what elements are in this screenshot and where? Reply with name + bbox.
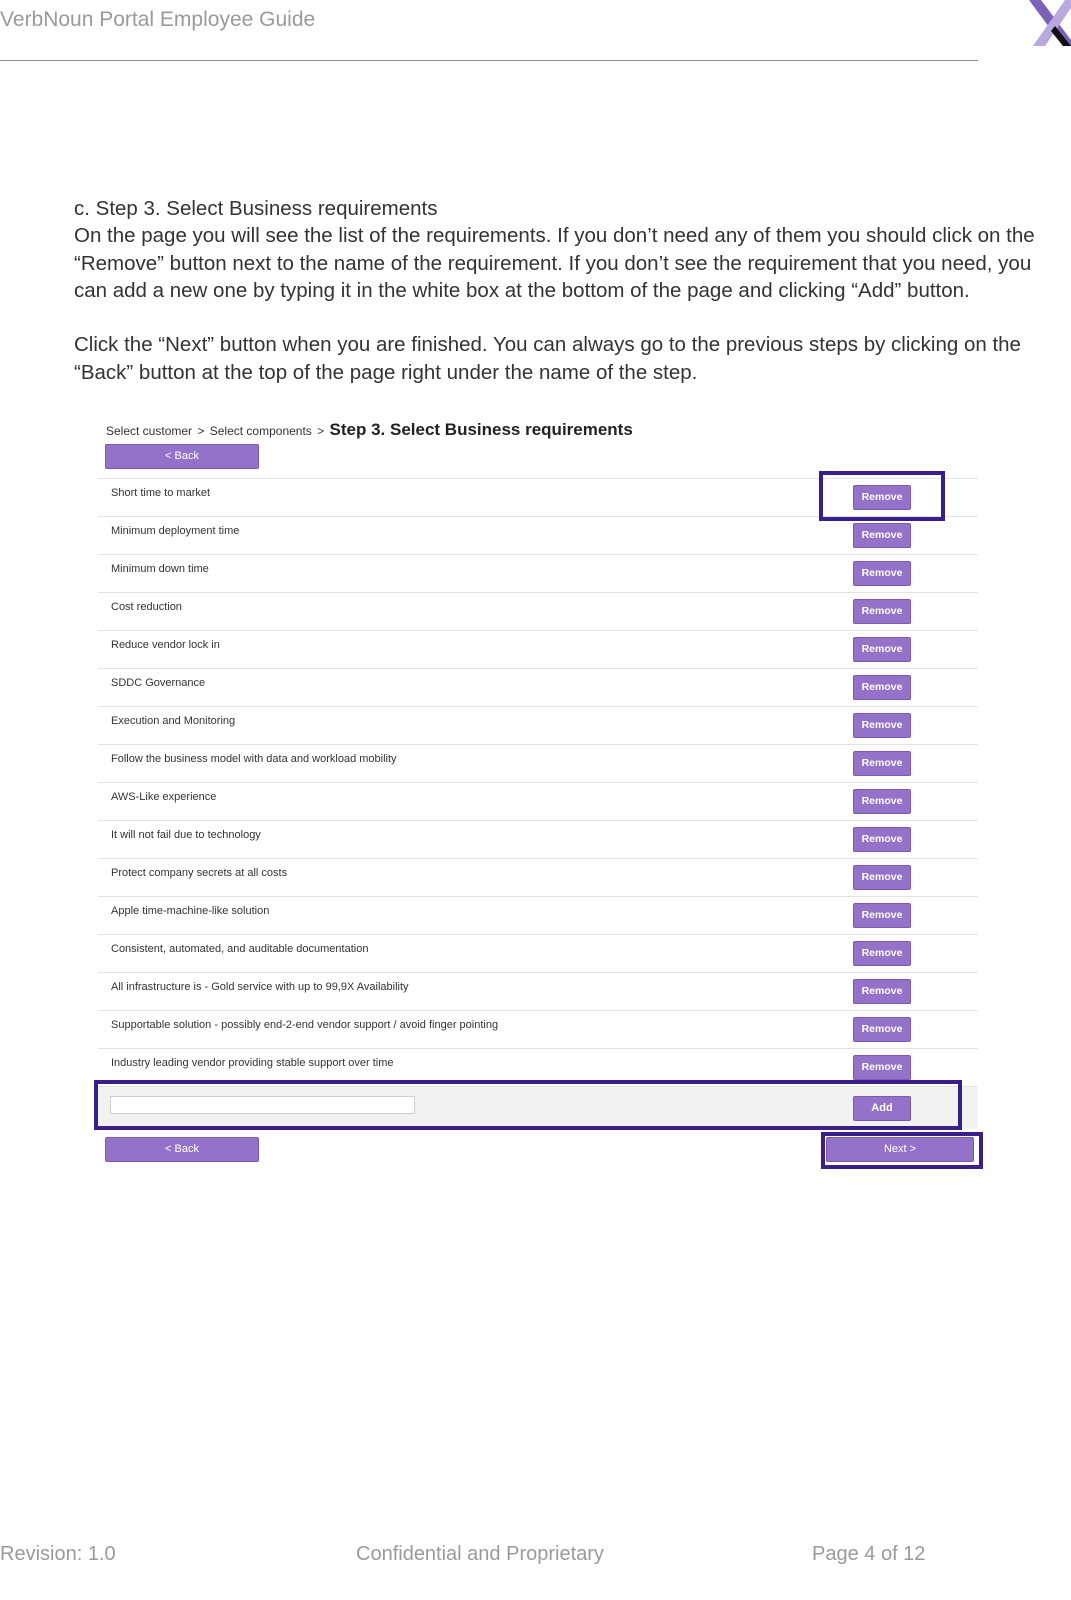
- requirement-label: Industry leading vendor providing stable support over time: [111, 1057, 394, 1069]
- remove-button[interactable]: Remove: [853, 675, 911, 700]
- remove-button[interactable]: Remove: [853, 1055, 911, 1080]
- requirement-label: Protect company secrets at all costs: [111, 867, 288, 879]
- requirement-label: It will not fail due to technology: [111, 829, 261, 841]
- list-item: [98, 744, 978, 782]
- remove-button[interactable]: Remove: [853, 561, 911, 586]
- breadcrumb: [106, 420, 633, 440]
- remove-button[interactable]: Remove: [853, 713, 911, 738]
- requirement-label: Minimum deployment time: [111, 525, 240, 537]
- remove-button[interactable]: Remove: [853, 485, 911, 510]
- requirement-label: AWS-Like experience: [111, 791, 217, 803]
- next-paragraph: Click the “Next” button when you are finished. You can always go to the previous steps by clicking on the “Back” button at the top of the page right under the name of the step.: [74, 333, 1021, 384]
- list-item: [98, 1010, 978, 1048]
- remove-button[interactable]: Remove: [853, 827, 911, 852]
- document-header-title: VerbNoun Portal Employee Guide: [0, 8, 316, 31]
- remove-button[interactable]: Remove: [853, 523, 911, 548]
- remove-button[interactable]: Remove: [853, 637, 911, 662]
- list-item: [98, 592, 978, 630]
- remove-button[interactable]: Remove: [853, 941, 911, 966]
- section-heading: c. Step 3. Select Business requirements: [74, 197, 438, 220]
- list-item: [98, 478, 978, 516]
- remove-button[interactable]: Remove: [853, 599, 911, 624]
- requirement-label: Apple time-machine-like solution: [111, 905, 270, 917]
- list-item: [98, 1048, 978, 1086]
- list-item: [98, 820, 978, 858]
- requirement-label: Supportable solution - possibly end-2-end vendor support / avoid finger pointing: [111, 1019, 499, 1031]
- requirement-label: Cost reduction: [111, 601, 182, 613]
- list-item: [98, 972, 978, 1010]
- requirement-label: Execution and Monitoring: [111, 715, 236, 727]
- list-item: [98, 706, 978, 744]
- breadcrumb-separator: >: [197, 424, 205, 438]
- list-item: [98, 630, 978, 668]
- remove-button[interactable]: Remove: [853, 979, 911, 1004]
- requirement-label: SDDC Governance: [111, 677, 206, 689]
- breadcrumb-current: Step 3. Select Business requirements: [329, 420, 633, 439]
- footer-revision: Revision: 1.0: [0, 1543, 116, 1565]
- requirement-label: All infrastructure is - Gold service with up to 99,9X Availability: [111, 981, 409, 993]
- x-logo-icon: [1025, 0, 1071, 46]
- remove-button[interactable]: Remove: [853, 789, 911, 814]
- intro-paragraph: On the page you will see the list of the requirements. If you don’t need any of them you should click on the “Remove” button next to the name of the requirement. If you don’t see the requirement that you need, you can add a new one by typing it in the white box at the bottom of the page and clicking “Add” button.: [74, 224, 1035, 302]
- ui-screenshot: [98, 410, 1008, 1200]
- new-requirement-input[interactable]: [110, 1096, 415, 1114]
- add-button[interactable]: Add: [853, 1096, 911, 1121]
- breadcrumb-separator: >: [317, 424, 325, 438]
- requirement-label: Short time to market: [111, 487, 211, 499]
- footer-page-number: Page 4 of 12: [812, 1543, 926, 1565]
- header-divider: [0, 60, 978, 61]
- requirement-label: Reduce vendor lock in: [111, 639, 220, 651]
- list-item: [98, 896, 978, 934]
- requirement-label: Minimum down time: [111, 563, 209, 575]
- list-item: [98, 858, 978, 896]
- requirements-list: [98, 478, 978, 1086]
- breadcrumb-step2[interactable]: Select components: [209, 424, 312, 438]
- remove-button[interactable]: Remove: [853, 751, 911, 776]
- requirement-label: Consistent, automated, and auditable documentation: [111, 943, 369, 955]
- requirement-label: Follow the business model with data and workload mobility: [111, 753, 397, 765]
- remove-button[interactable]: Remove: [853, 1017, 911, 1042]
- list-item: [98, 554, 978, 592]
- breadcrumb-step1[interactable]: Select customer: [106, 424, 193, 438]
- list-item: [98, 516, 978, 554]
- back-button-top[interactable]: < Back: [105, 444, 259, 469]
- list-item: [98, 934, 978, 972]
- back-button-bottom[interactable]: < Back: [105, 1137, 259, 1162]
- list-item: [98, 782, 978, 820]
- next-button[interactable]: Next >: [826, 1137, 974, 1162]
- remove-button[interactable]: Remove: [853, 865, 911, 890]
- remove-button[interactable]: Remove: [853, 903, 911, 928]
- footer-confidential: Confidential and Proprietary: [356, 1543, 604, 1565]
- add-requirement-row: [98, 1086, 978, 1129]
- list-item: [98, 668, 978, 706]
